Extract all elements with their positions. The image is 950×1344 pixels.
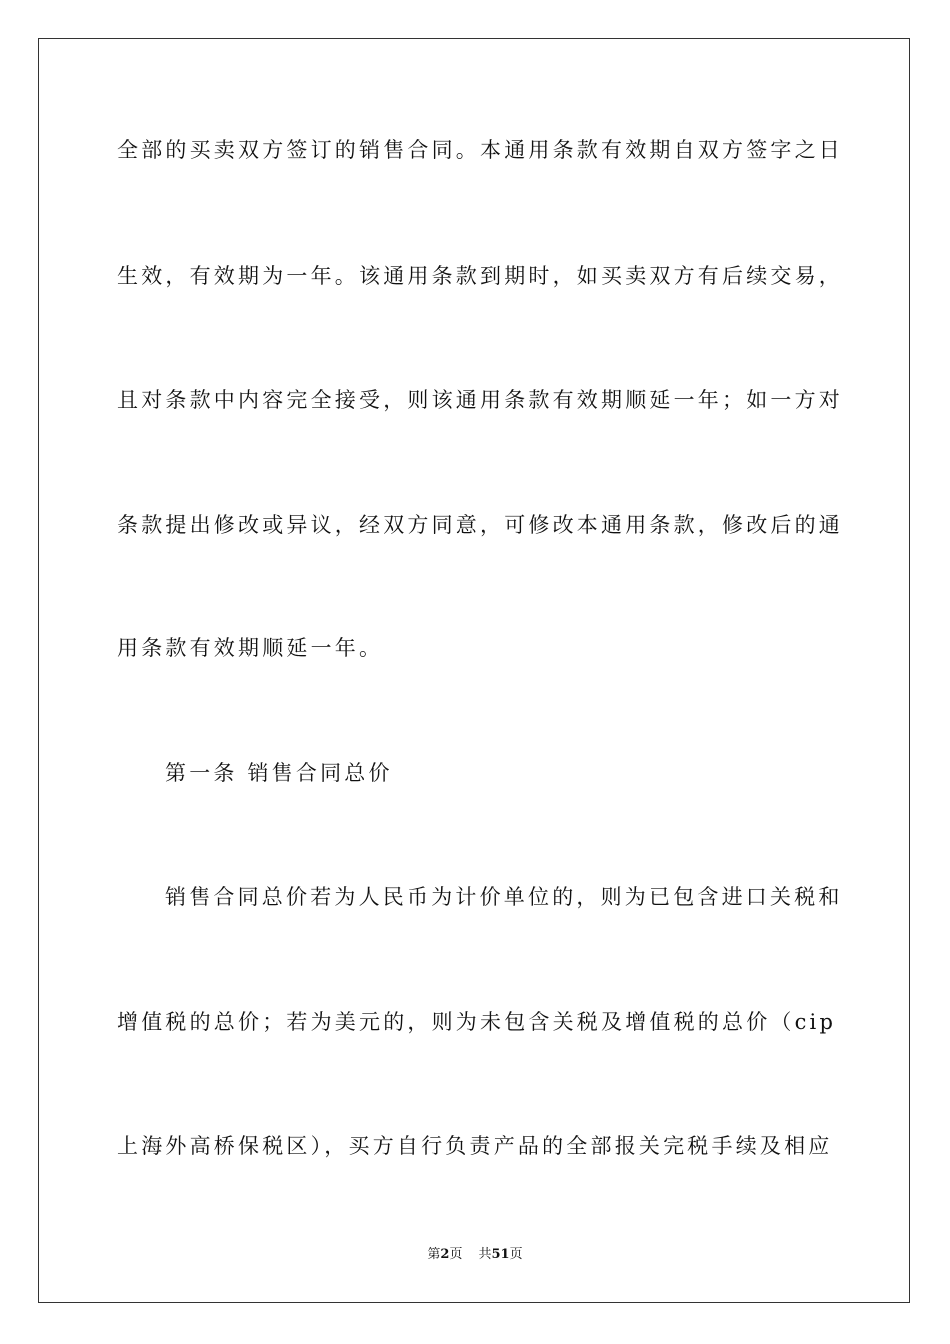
- page-number: 2: [440, 1247, 450, 1262]
- body-text-line: 上海外高桥保税区），买方自行负责产品的全部报关完税手续及相应: [117, 1134, 833, 1158]
- page-footer: [0, 1246, 950, 1264]
- body-text-line: 且对条款中内容完全接受，则该通用条款有效期顺延一年；如一方对: [117, 388, 843, 412]
- body-text-line: 条款提出修改或异议，经双方同意，可修改本通用条款，修改后的通: [117, 513, 843, 537]
- body-text-line: 销售合同总价若为人民币为计价单位的，则为已包含进口关税和: [165, 885, 843, 909]
- page-prefix: 第: [427, 1247, 441, 1262]
- body-text-line: 生效，有效期为一年。该通用条款到期时，如买卖双方有后续交易，: [117, 264, 843, 288]
- page-border: [38, 38, 910, 1303]
- body-text-line: 增值税的总价；若为美元的，则为未包含关税及增值税的总价（cip: [117, 1010, 837, 1034]
- body-text-line: 用条款有效期顺延一年。: [117, 636, 384, 660]
- section-heading: 第一条 销售合同总价: [165, 761, 393, 785]
- total-pages: 51: [491, 1247, 510, 1262]
- body-text-line: 全部的买卖双方签订的销售合同。本通用条款有效期自双方签字之日: [117, 138, 843, 162]
- total-suffix: 页: [509, 1247, 523, 1262]
- total-prefix: 共: [478, 1247, 492, 1262]
- page-suffix: 页: [449, 1247, 463, 1262]
